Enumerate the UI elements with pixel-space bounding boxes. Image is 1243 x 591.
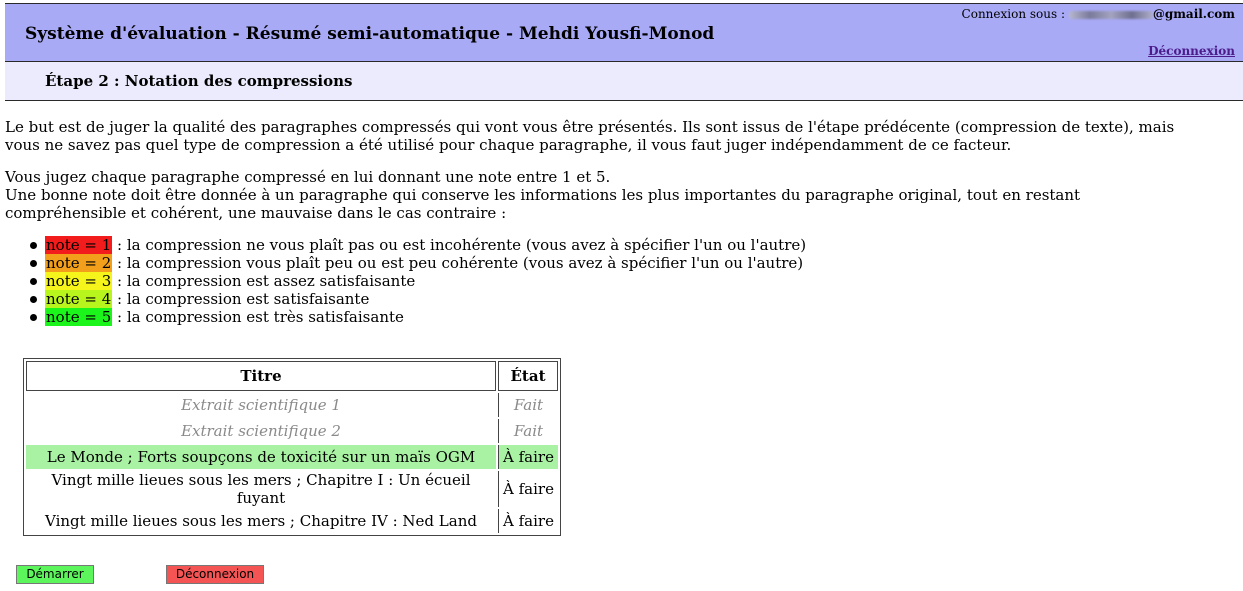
note-tag: note = 4 bbox=[46, 290, 112, 308]
page-header bbox=[5, 3, 1243, 62]
instructions-line-2: Une bonne note doit être donnée à un paragraphe qui conserve les informations les plus importantes du paragraphe original, tout en restant compréhensible et cohérent, une mauvaise dans le cas contraire : bbox=[5, 186, 1081, 222]
column-header-etat: État bbox=[498, 361, 558, 391]
row-status: À faire bbox=[498, 471, 558, 507]
note-description: : la compression vous plaît peu ou est peu cohérente (vous avez à spécifier l'un ou l'autre) bbox=[112, 254, 804, 272]
row-status: À faire bbox=[498, 445, 558, 469]
note-description: : la compression est assez satisfaisante bbox=[112, 272, 416, 290]
bullet-icon bbox=[30, 242, 37, 249]
row-title: Extrait scientifique 2 bbox=[181, 422, 341, 440]
note-tag: note = 2 bbox=[46, 254, 112, 272]
note-tag: note = 3 bbox=[46, 272, 112, 290]
login-prefix: Connexion sous : bbox=[961, 7, 1065, 21]
table-row bbox=[26, 509, 558, 533]
note-tag: note = 5 bbox=[46, 308, 112, 326]
row-status: Fait bbox=[498, 419, 558, 443]
login-domain: @gmail.com bbox=[1152, 7, 1235, 21]
row-status: Fait bbox=[498, 393, 558, 417]
bullet-icon bbox=[30, 278, 37, 285]
table-row bbox=[26, 419, 558, 443]
table-row bbox=[26, 471, 558, 507]
note-item-4 bbox=[27, 290, 806, 308]
instructions-paragraph bbox=[5, 168, 1205, 222]
bullet-icon bbox=[30, 296, 37, 303]
note-description: : la compression ne vous plaît pas ou est incohérente (vous avez à spécifier l'un ou l'autre) bbox=[112, 236, 807, 254]
start-button[interactable]: Démarrer bbox=[16, 565, 94, 584]
step-title: Étape 2 : Notation des compressions bbox=[45, 72, 353, 90]
row-title: Vingt mille lieues sous les mers ; Chapitre I : Un écueil fuyant bbox=[51, 471, 471, 507]
intro-paragraph: Le but est de juger la qualité des paragraphes compressés qui vont vous être présentés. Ils sont issus de l'étape prédécente (compression de texte), mais vous ne savez pas quel type de compression a été utilisé pour chaque paragraphe, il vous faut juger indépendamment de ce facteur. bbox=[5, 118, 1175, 154]
table-row bbox=[26, 393, 558, 417]
login-info bbox=[962, 7, 1235, 21]
note-item-1 bbox=[27, 236, 806, 254]
redacted-email bbox=[1069, 11, 1153, 19]
note-item-2 bbox=[27, 254, 806, 272]
instructions-line-1: Vous jugez chaque paragraphe compressé en lui donnant une note entre 1 et 5. bbox=[5, 168, 611, 186]
row-title: Le Monde ; Forts soupçons de toxicité sur un maïs OGM bbox=[26, 445, 496, 469]
table-header-row bbox=[26, 361, 558, 391]
row-title: Vingt mille lieues sous les mers ; Chapitre IV : Ned Land bbox=[45, 512, 477, 530]
paragraphs-table bbox=[23, 358, 561, 536]
logout-button[interactable]: Déconnexion bbox=[166, 565, 264, 584]
note-description: : la compression est très satisfaisante bbox=[112, 308, 404, 326]
row-status: À faire bbox=[498, 509, 558, 533]
step-banner bbox=[5, 62, 1243, 101]
table-row-current bbox=[26, 445, 558, 469]
bullet-icon bbox=[30, 314, 37, 321]
note-item-3 bbox=[27, 272, 806, 290]
note-item-5 bbox=[27, 308, 806, 326]
bullet-icon bbox=[30, 260, 37, 267]
note-description: : la compression est satisfaisante bbox=[112, 290, 370, 308]
app-title: Système d'évaluation - Résumé semi-automatique - Mehdi Yousfi-Monod bbox=[25, 24, 715, 44]
notes-legend bbox=[27, 236, 806, 326]
column-header-titre: Titre bbox=[26, 361, 496, 391]
logout-link[interactable]: Déconnexion bbox=[1148, 44, 1235, 58]
note-tag: note = 1 bbox=[46, 236, 112, 254]
row-title: Extrait scientifique 1 bbox=[181, 396, 341, 414]
